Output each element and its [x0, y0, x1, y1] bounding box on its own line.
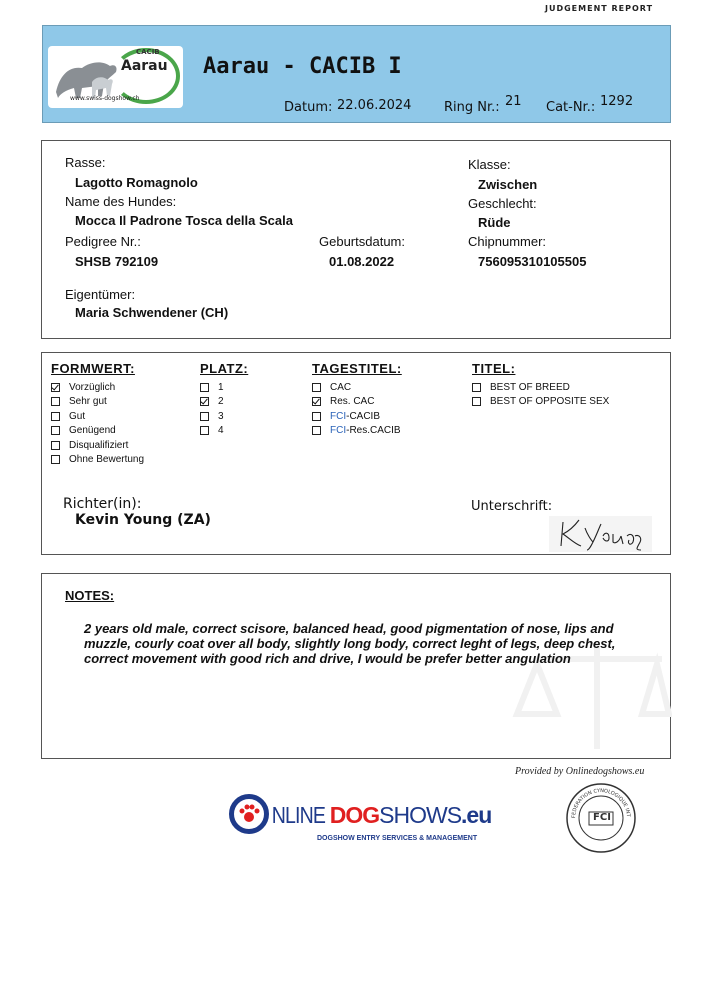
document-type-label: JUDGEMENT REPORT: [545, 4, 654, 13]
onlinedogshows-logo: [229, 792, 492, 852]
checkbox-icon[interactable]: [312, 426, 321, 435]
header-band: [42, 25, 671, 123]
formwert-option[interactable]: Ohne Bewertung: [51, 453, 144, 468]
titel-option[interactable]: BEST OF OPPOSITE SEX: [472, 395, 609, 410]
richter-value: Kevin Young (ZA): [75, 512, 211, 528]
datum-label: Datum:: [284, 100, 333, 115]
checkbox-icon[interactable]: [312, 383, 321, 392]
signature-image: [549, 516, 652, 552]
geschlecht-label: Geschlecht:: [468, 196, 537, 211]
rasse-label: Rasse:: [65, 155, 106, 170]
platz-option[interactable]: 4: [200, 424, 248, 439]
klasse-value: Zwischen: [478, 177, 538, 192]
checkbox-checked-icon[interactable]: [51, 383, 60, 392]
tagestitel-option[interactable]: FCI -CACIB: [312, 409, 402, 424]
tagestitel-group: [312, 361, 402, 438]
logo-brand: Aarau: [121, 58, 168, 74]
notes-text: 2 years old male, correct scisore, balanced head, good pigmentation of nose, lips and muzzle, courly coat over all body, slightly long body, correct leght of legs, deep chest, correct movement with good rich and drive, I would be prefer better angulation: [84, 621, 616, 666]
checkbox-icon[interactable]: [472, 397, 481, 406]
checkbox-checked-icon[interactable]: [312, 397, 321, 406]
name-label: Name des Hundes:: [65, 194, 177, 209]
logo-subtitle: DOGSHOW ENTRY SERVICES & MANAGEMENT: [317, 835, 478, 842]
chip-value: 756095310105505: [478, 254, 587, 269]
checkbox-icon[interactable]: [312, 412, 321, 421]
logo-url: www.swiss-dogshow.ch: [70, 95, 140, 102]
formwert-group: [51, 361, 144, 467]
show-title: Aarau - CACIB I: [203, 54, 402, 79]
formwert-option[interactable]: Genügend: [51, 424, 144, 439]
checkbox-icon[interactable]: [200, 383, 209, 392]
tagestitel-heading: TAGESTITEL:: [312, 361, 402, 376]
platz-group: [200, 361, 248, 438]
titel-option[interactable]: BEST OF BREED: [472, 380, 609, 395]
checkbox-checked-icon[interactable]: [200, 397, 209, 406]
datum-value: 22.06.2024: [337, 98, 412, 113]
tagestitel-option[interactable]: Res. CAC: [312, 395, 402, 410]
checkbox-icon[interactable]: [51, 455, 60, 464]
formwert-heading: FORMWERT:: [51, 361, 135, 376]
fci-text: FCI: [593, 812, 611, 823]
cat-value: 1292: [600, 94, 634, 109]
geburt-label: Geburtsdatum:: [319, 234, 405, 249]
dog-details-box: [41, 140, 671, 339]
checkbox-icon[interactable]: [51, 426, 60, 435]
rasse-value: Lagotto Romagnolo: [75, 175, 198, 190]
checkbox-icon[interactable]: [51, 441, 60, 450]
logo-wordmark: NLINE DOGSHOWS.eu: [271, 802, 492, 828]
geschlecht-value: Rüde: [478, 215, 511, 230]
show-logo: [48, 46, 183, 108]
klasse-label: Klasse:: [468, 157, 511, 172]
checkbox-icon[interactable]: [51, 397, 60, 406]
evaluation-box: [41, 352, 671, 555]
platz-option[interactable]: 2: [200, 395, 248, 410]
checkbox-icon[interactable]: [200, 426, 209, 435]
fci-seal: [565, 782, 637, 854]
signature-area: [549, 516, 652, 552]
platz-option[interactable]: 1: [200, 380, 248, 395]
formwert-option[interactable]: Sehr gut: [51, 395, 144, 410]
provided-by-text: Provided by Onlinedogshows.eu: [515, 766, 645, 777]
fci-ring-text: FEDERATION CYNOLOGIQUE INT: [570, 787, 632, 819]
checkbox-icon[interactable]: [200, 412, 209, 421]
geburt-value: 01.08.2022: [329, 254, 395, 269]
checkbox-icon[interactable]: [51, 412, 60, 421]
unterschrift-label: Unterschrift:: [471, 499, 553, 514]
formwert-option[interactable]: Vorzüglich: [51, 380, 144, 395]
notes-heading: NOTES:: [65, 588, 115, 603]
platz-option[interactable]: 3: [200, 409, 248, 424]
eigentuemer-value: Maria Schwendener (CH): [75, 305, 229, 320]
platz-heading: PLATZ:: [200, 361, 249, 376]
tagestitel-option[interactable]: CAC: [312, 380, 402, 395]
ring-value: 21: [505, 94, 522, 109]
titel-heading: TITEL:: [472, 361, 516, 376]
eigentuemer-label: Eigentümer:: [65, 287, 136, 302]
titel-group: [472, 361, 609, 409]
pedigree-label: Pedigree Nr.:: [65, 234, 141, 249]
name-value: Mocca Il Padrone Tosca della Scala: [75, 213, 293, 228]
paw-icon: [238, 803, 260, 825]
cat-label: Cat-Nr.:: [546, 100, 596, 115]
richter-label: Richter(in):: [63, 496, 142, 512]
logo-cacib: CACIB: [136, 48, 160, 56]
pedigree-value: SHSB 792109: [75, 254, 159, 269]
formwert-option[interactable]: Disqualifiziert: [51, 438, 144, 453]
checkbox-icon[interactable]: [472, 383, 481, 392]
notes-box: [41, 573, 671, 759]
ring-label: Ring Nr.:: [444, 100, 500, 115]
formwert-option[interactable]: Gut: [51, 409, 144, 424]
tagestitel-option[interactable]: FCI -Res.CACIB: [312, 424, 402, 439]
chip-label: Chipnummer:: [468, 234, 547, 249]
